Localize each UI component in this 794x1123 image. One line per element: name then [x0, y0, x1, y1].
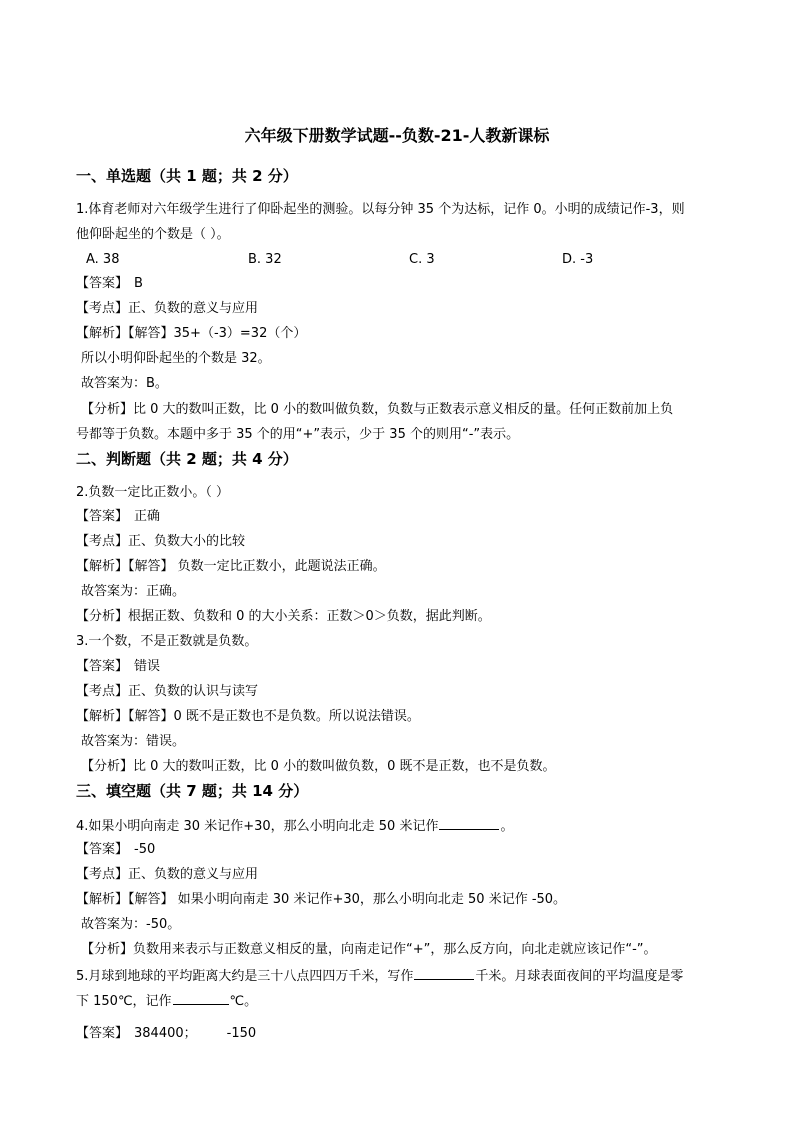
q1-option-a: A. 38 — [86, 252, 120, 267]
q3-answer-value: 错误 — [134, 659, 161, 674]
q5-stem1-b: 千米。月球表面夜间的平均温度是零 — [475, 969, 684, 984]
q3-jiexi-line2: 故答案为：错误。 — [81, 734, 186, 749]
q5-stem2-b: ℃。 — [229, 994, 258, 1009]
jiexi-tag: 【解析】 — [76, 326, 129, 341]
q1-kaodian-value: 正、负数的意义与应用 — [128, 301, 259, 316]
q3-answer — [76, 657, 726, 677]
q3-kaodian — [76, 682, 726, 702]
answer-blank[interactable] — [173, 990, 229, 1005]
q4-jiexi — [76, 890, 726, 910]
q5-stem-line1 — [76, 965, 726, 987]
answer-tag: 【答案】 — [76, 842, 129, 857]
q2-answer — [76, 507, 726, 527]
answer-tag: 【答案】 — [76, 509, 129, 524]
q5-stem-line2 — [76, 990, 726, 1012]
q4-jiexi-value: 【解答】 如果小明向南走 30 米记作+30，那么小明向北走 50 米记作 -50。 — [128, 892, 567, 907]
q1-jiexi-line3: 故答案为：B。 — [81, 376, 168, 391]
q3-fenxi: 【分析】比 0 大的数叫正数，比 0 小的数叫做负数，0 既不是正数，也不是负数。 — [81, 759, 556, 774]
section-heading-fill-blank: 三、填空题（共 7 题；共 14 分） — [76, 782, 309, 800]
q1-stem-line1: 1.体育老师对六年级学生进行了仰卧起坐的测验。以每分钟 35 个为达标，记作 0。小明的成绩记作-3，则 — [76, 202, 685, 217]
jiexi-tag: 【解析】 — [76, 559, 129, 574]
q1-options — [76, 250, 726, 270]
q3-jiexi — [76, 707, 726, 727]
q3-jiexi-value: 【解答】0 既不是正数也不是负数。所以说法错误。 — [128, 709, 420, 724]
answer-tag: 【答案】 — [76, 659, 129, 674]
q3-kaodian-value: 正、负数的认识与读写 — [128, 684, 259, 699]
section-heading-single-choice: 一、单选题（共 1 题；共 2 分） — [76, 167, 298, 185]
q1-option-c: C. 3 — [409, 252, 435, 267]
kaodian-tag: 【考点】 — [76, 301, 129, 316]
q5-answer-value-2: -150 — [226, 1026, 257, 1041]
answer-blank[interactable] — [439, 815, 499, 830]
q5-stem1-a: 5.月球到地球的平均距离大约是三十八点四四万千米，写作 — [76, 969, 414, 984]
q5-answer-value-1: 384400； — [134, 1026, 197, 1041]
answer-tag: 【答案】 — [76, 276, 129, 291]
q1-jiexi — [76, 324, 726, 344]
q1-stem-line2: 他仰卧起坐的个数是（ ）。 — [76, 227, 230, 242]
kaodian-tag: 【考点】 — [76, 867, 129, 882]
section-heading-true-false: 二、判断题（共 2 题；共 4 分） — [76, 450, 298, 468]
jiexi-tag: 【解析】 — [76, 709, 129, 724]
q1-jiexi-value: 【解答】35+（-3）=32（个） — [128, 326, 307, 341]
q2-jiexi-value: 【解答】 负数一定比正数小，此题说法正确。 — [128, 559, 386, 574]
answer-blank[interactable] — [414, 965, 474, 980]
q1-fenxi-line2: 号都等于负数。本题中多于 35 个的用“+”表示，少于 35 个的则用“-”表示。 — [76, 427, 520, 442]
q2-answer-value: 正确 — [134, 509, 161, 524]
q1-option-d: D. -3 — [562, 252, 594, 267]
q1-kaodian — [76, 299, 726, 319]
q2-jiexi — [76, 557, 726, 577]
q4-stem-b: 。 — [500, 819, 514, 834]
q5-answer — [76, 1024, 726, 1044]
q4-jiexi-line2: 故答案为：-50。 — [81, 917, 181, 932]
q4-stem — [76, 815, 726, 837]
q2-stem: 2.负数一定比正数小。（ ） — [76, 485, 230, 500]
page-title: 六年级下册数学试题--负数-21-人教新课标 — [244, 126, 550, 145]
q2-jiexi-line2: 故答案为：正确。 — [81, 584, 186, 599]
q2-fenxi: 【分析】根据正数、负数和 0 的大小关系：正数＞0＞负数，据此判断。 — [76, 609, 491, 624]
answer-tag: 【答案】 — [76, 1026, 129, 1041]
q1-answer — [76, 274, 726, 294]
q4-kaodian-value: 正、负数的意义与应用 — [128, 867, 259, 882]
q5-stem2-a: 下 150℃，记作 — [76, 994, 172, 1009]
q1-jiexi-line2: 所以小明仰卧起坐的个数是 32。 — [81, 351, 271, 366]
q3-stem: 3.一个数，不是正数就是负数。 — [76, 634, 258, 649]
q1-answer-value: B — [134, 276, 143, 291]
q4-stem-a: 4.如果小明向南走 30 米记作+30，那么小明向北走 50 米记作 — [76, 819, 439, 834]
q1-option-b: B. 32 — [248, 252, 282, 267]
q4-fenxi: 【分析】负数用来表示与正数意义相反的量，向南走记作“+”，那么反方向，向北走就应该记作“-”。 — [81, 942, 657, 957]
kaodian-tag: 【考点】 — [76, 684, 129, 699]
kaodian-tag: 【考点】 — [76, 534, 129, 549]
q4-answer-value: -50 — [134, 842, 156, 857]
q4-kaodian — [76, 865, 726, 885]
q2-kaodian — [76, 532, 726, 552]
q2-kaodian-value: 正、负数大小的比较 — [128, 534, 246, 549]
q4-answer — [76, 840, 726, 860]
jiexi-tag: 【解析】 — [76, 892, 129, 907]
q1-fenxi-line1: 【分析】比 0 大的数叫正数，比 0 小的数叫做负数，负数与正数表示意义相反的量。任何正数前加上负 — [81, 402, 674, 417]
